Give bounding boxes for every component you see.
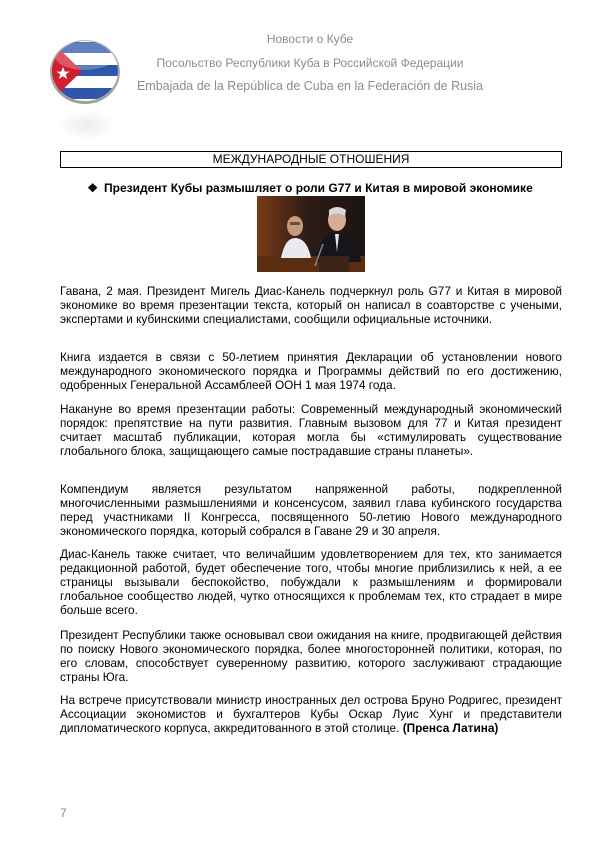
header-embassy-es: Embajada de la República de Cuba en la Federación de Rusia	[136, 79, 484, 93]
article-photo	[257, 196, 365, 272]
article-paragraph-7	[60, 693, 562, 735]
article-paragraph-3: Накануне во время презентации работы: Современный международный экономический порядок: препятствие на пути развития. Главным вызовом для 77 и Китая президент считает масштаб публикации, которая могла бы «стимулировать существование глобального блока, защищающего самые пострадавшие страны планеты».	[60, 402, 562, 459]
article-paragraph-6: Президент Республики также основывал свои ожидания на книге, продвигающей действия по поиску Нового экономического порядка, более многосторонней политики, которая, по его словам, способствует суверенному развитию, которого заслуживают страдающие страны Юга.	[60, 628, 562, 685]
article-title	[80, 181, 540, 195]
news-source: (Пренса Латина)	[402, 721, 499, 736]
article-paragraph-4: Компендиум является результатом напряженной работы, подкрепленной многочисленными размышлениями и консенсусом, заявил глава кубинского государства перед участниками II Конгресса, посвященного 50-летию Нового международного экономического порядка, который собрался в Гаване 29 и 30 апреля.	[60, 482, 562, 539]
embassy-logo	[50, 36, 120, 106]
article-paragraph-2: Книга издается в связи с 50-летием принятия Декларации об установлении нового международного экономического порядка и Программы действий по его достижению, одобренных Генеральной Ассамблеей ООН 1 мая 1974 года.	[60, 350, 562, 393]
article-paragraph-5: Диас-Канель также считает, что величайшим удовлетворением для тех, кто занимается редакционной работой, будет обеспечение того, чтобы многие приблизились к ней, а ее страницы вызывали беспокойство, побуждали к размышлениям и формировали глобальное сообщество людей, чутко относящихся к проблемам тех, кто страдает в мире больше всего.	[60, 547, 562, 618]
article-paragraph-7-text: На встрече присутствовали министр иностранных дел острова Бруно Родригес, президент Ассоциации экономистов и бухгалтеров Кубы Оскар Луис Хунг и представители дипломатического корпуса, аккредитованного в этой столице.	[60, 693, 562, 736]
page-number: 7	[60, 806, 67, 820]
cuban-flag-emblem-icon	[50, 36, 120, 106]
header-title: Новости о Кубе	[266, 32, 354, 46]
logo-reflection	[58, 110, 116, 140]
header-embassy-ru: Посольство Республики Куба в Российской Федерации	[156, 56, 464, 70]
article-title-text: Президент Кубы размышляет о роли G77 и Китая в мировой экономике	[104, 181, 533, 195]
section-heading: МЕЖДУНАРОДНЫЕ ОТНОШЕНИЯ	[60, 151, 562, 168]
bullet-icon: ❖	[87, 181, 99, 195]
article-paragraph-1: Гавана, 2 мая. Президент Мигель Диас-Канель подчеркнул роль G77 и Китая в мировой экономике во время презентации текста, который он написал в соавторстве с учеными, экспертами и кубинскими специалистами, сообщили официальные источники.	[60, 284, 562, 327]
